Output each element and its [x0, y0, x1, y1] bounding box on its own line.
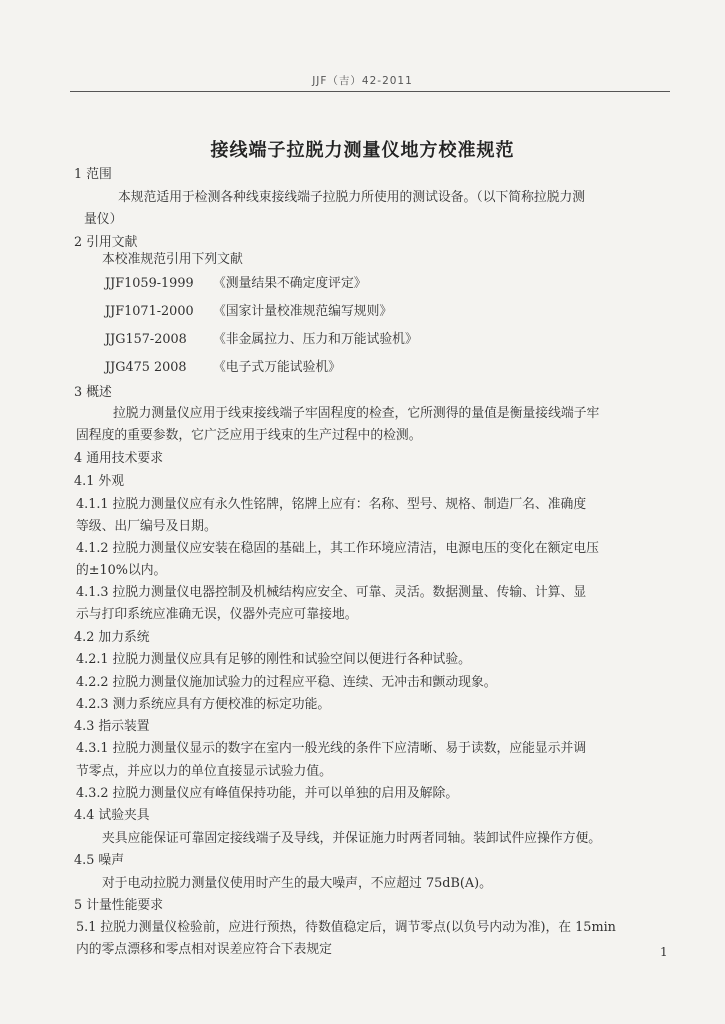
document-code-header: JJF（吉）42-2011 [312, 75, 413, 87]
reference-code: JJG157-2008 [105, 332, 187, 347]
clause-4-2-2: 4.2.2 拉脱力测量仪施加试验力的过程应平稳、连续、无冲击和颤动现象。 [76, 675, 497, 690]
header-divider [70, 91, 670, 92]
reference-code: JJG475 2008 [105, 360, 187, 375]
clause-4-1-2-line-2: 的±10%以内。 [76, 563, 167, 578]
clause-4-3-2: 4.3.2 拉脱力测量仪应有峰值保持功能，并可以单独的启用及解除。 [76, 786, 459, 801]
section-3-paragraph-line-2: 固程度的重要参数，它广泛应用于线束的生产过程中的检测。 [76, 428, 422, 443]
reference-code: JJF1059-1999 [105, 276, 194, 291]
section-4-1-heading: 4.1 外观 [74, 474, 125, 489]
clause-4-1-2-line-1: 4.1.2 拉脱力测量仪应安装在稳固的基础上，其工作环境应清洁，电源电压的变化在额定电压 [76, 541, 599, 556]
clause-4-3-1-line-2: 节零点，并应以力的单位直接显示试验力值。 [76, 764, 332, 779]
section-3-paragraph-line-1: 拉脱力测量仪应用于线束接线端子牢固程度的检查，它所测得的量值是衡量接线端子牢 [113, 406, 600, 421]
clause-4-2-1: 4.2.1 拉脱力测量仪应具有足够的刚性和试验空间以便进行各种试验。 [76, 652, 471, 667]
section-4-5-paragraph: 对于电动拉脱力测量仪使用时产生的最大噪声，不应超过 75dB(A)。 [102, 876, 492, 891]
reference-code: JJF1071-2000 [105, 304, 194, 319]
document-title: 接线端子拉脱力测量仪地方校准规范 [210, 140, 515, 161]
section-4-4-paragraph: 夹具应能保证可靠固定接线端子及导线，并保证施力时两者同轴。装卸试件应操作方便。 [102, 831, 602, 846]
section-5-heading: 5 计量性能要求 [74, 898, 163, 913]
clause-4-1-3-line-1: 4.1.3 拉脱力测量仪电器控制及机械结构应安全、可靠、灵活。数据测量、传输、计算、显 [76, 585, 587, 600]
reference-title: 《非金属拉力、压力和万能试验机》 [213, 332, 418, 347]
reference-title: 《测量结果不确定度评定》 [213, 276, 367, 291]
section-1-paragraph-line-2: 量仪） [84, 212, 123, 227]
section-3-heading: 3 概述 [74, 385, 112, 400]
clause-4-3-1-line-1: 4.3.1 拉脱力测量仪显示的数字在室内一般光线的条件下应清晰、易于读数，应能显示并调 [76, 741, 587, 756]
clause-4-1-3-line-2: 示与打印系统应准确无误，仪器外壳应可靠接地。 [76, 607, 358, 622]
section-1-heading: 1 范围 [74, 167, 112, 182]
section-5-paragraph-line-2: 内的零点漂移和零点相对误差应符合下表规定 [76, 942, 332, 957]
reference-item [105, 332, 418, 348]
reference-item [105, 360, 341, 376]
page-number: 1 [660, 945, 668, 959]
section-4-3-heading: 4.3 指示装置 [74, 719, 150, 734]
clause-4-2-3: 4.2.3 测力系统应具有方便校准的标定功能。 [76, 697, 331, 712]
section-4-heading: 4 通用技术要求 [74, 451, 163, 466]
section-2-heading: 2 引用文献 [74, 235, 138, 250]
section-2-intro: 本校准规范引用下列文献 [102, 252, 243, 267]
reference-item [105, 276, 367, 292]
clause-4-1-1-line-2: 等级、出厂编号及日期。 [76, 519, 217, 534]
clause-4-1-1-line-1: 4.1.1 拉脱力测量仪应有永久性铭牌，铭牌上应有：名称、型号、规格、制造厂名、准确度 [76, 497, 587, 512]
section-4-4-heading: 4.4 试验夹具 [74, 808, 150, 823]
section-5-paragraph-line-1: 5.1 拉脱力测量仪检验前，应进行预热，待数值稳定后，调节零点(以负号内动为准)，在 15min [76, 920, 616, 935]
section-4-5-heading: 4.5 噪声 [74, 853, 125, 868]
reference-title: 《国家计量校准规范编写规则》 [213, 304, 393, 319]
section-4-2-heading: 4.2 加力系统 [74, 630, 150, 645]
reference-title: 《电子式万能试验机》 [213, 360, 341, 375]
reference-item [105, 304, 392, 320]
section-1-paragraph-line-1: 本规范适用于检测各种线束接线端子拉脱力所使用的测试设备。（以下简称拉脱力测 [118, 190, 586, 205]
